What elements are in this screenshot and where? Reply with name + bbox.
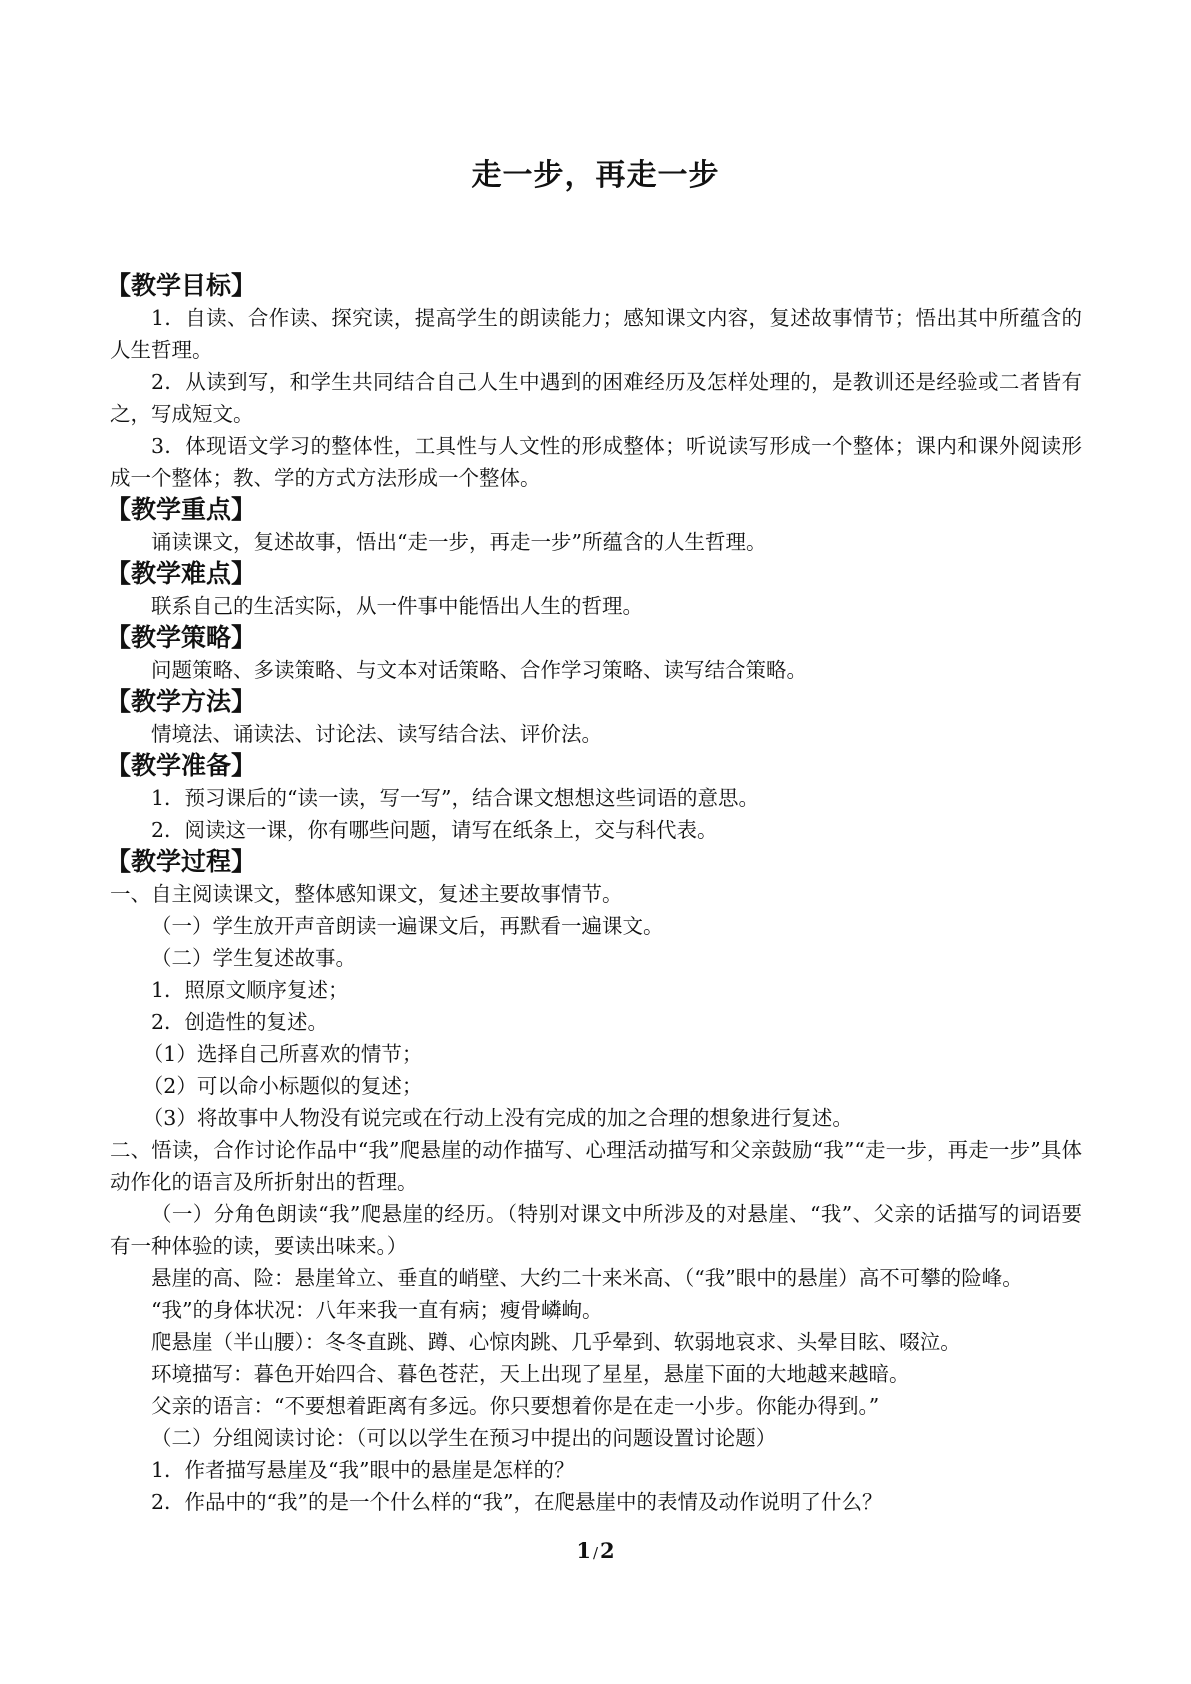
method-text: 情境法、诵读法、讨论法、读写结合法、评价法。 xyxy=(151,722,602,746)
preparation-item-1: 1．预习课后的“读一读，写一写”，结合课文想想这些词语的意思。 xyxy=(151,786,760,810)
process-part2-line: 环境描写：暮色开始四合、暮色苍茫，天上出现了星星，悬崖下面的大地越来越暗。 xyxy=(151,1362,910,1386)
section-heading-focus: 【教学重点】 xyxy=(106,495,257,524)
process-part1-title: 一、自主阅读课文，整体感知课文，复述主要故事情节。 xyxy=(110,882,623,906)
page-number xyxy=(0,1538,1191,1563)
process-part1-line: （2）可以命小标题似的复述； xyxy=(142,1074,423,1098)
strategy-text: 问题策略、多读策略、与文本对话策略、合作学习策略、读写结合策略。 xyxy=(151,658,807,682)
process-part2-line: 1．作者描写悬崖及“我”眼中的悬崖是怎样的？ xyxy=(151,1458,575,1482)
process-part2-line: （二）分组阅读讨论：（可以以学生在预习中提出的问题设置讨论题） xyxy=(151,1426,777,1450)
process-part1-line: 2．创造性的复述。 xyxy=(151,1010,329,1034)
process-part2-line: 爬悬崖（半山腰）：冬冬直跳、蹲、心惊肉跳、几乎晕到、软弱地哀求、头晕目眩、啜泣。 xyxy=(151,1330,961,1354)
goal-item-1: 1．自读、合作读、探究读，提高学生的朗读能力；感知课文内容，复述故事情节；悟出其中所蕴含的人生哲理。 xyxy=(110,306,1082,362)
section-heading-process: 【教学过程】 xyxy=(106,847,257,876)
process-part2-title: 二、悟读，合作讨论作品中“我”爬悬崖的动作描写、心理活动描写和父亲鼓励“我”“走一步，再走一步”具体动作化的语言及所折射出的哲理。 xyxy=(110,1138,1082,1194)
process-part2-line: 悬崖的高、险：悬崖耸立、垂直的峭壁、大约二十来米高、（“我”眼中的悬崖）高不可攀的险峰。 xyxy=(151,1266,1023,1290)
page-current: 1 xyxy=(576,1538,591,1563)
process-part1-line: （二）学生复述故事。 xyxy=(151,946,356,970)
page-separator: / xyxy=(592,1544,599,1562)
document-body xyxy=(106,270,1082,1518)
section-heading-strategy: 【教学策略】 xyxy=(106,623,257,652)
goal-item-2: 2．从读到写，和学生共同结合自己人生中遇到的困难经历及怎样处理的，是教训还是经验或二者皆有之，写成短文。 xyxy=(110,370,1082,426)
section-heading-method: 【教学方法】 xyxy=(106,687,257,716)
page-total: 2 xyxy=(600,1538,615,1563)
section-heading-preparation: 【教学准备】 xyxy=(106,751,257,780)
process-part1-line: 1．照原文顺序复述； xyxy=(151,978,349,1002)
document-title: 走一步，再走一步 xyxy=(471,158,720,193)
process-part1-line: （3）将故事中人物没有说完或在行动上没有完成的加之合理的想象进行复述。 xyxy=(142,1106,853,1130)
process-part2-line: 2．作品中的“我”的是一个什么样的“我”，在爬悬崖中的表情及动作说明了什么？ xyxy=(151,1490,883,1514)
difficulty-text: 联系自己的生活实际，从一件事中能悟出人生的哲理。 xyxy=(151,594,643,618)
focus-text: 诵读课文，复述故事，悟出“走一步，再走一步”所蕴含的人生哲理。 xyxy=(151,530,767,554)
process-part1-line: （一）学生放开声音朗读一遍课文后，再默看一遍课文。 xyxy=(151,914,664,938)
preparation-item-2: 2．阅读这一课，你有哪些问题，请写在纸条上，交与科代表。 xyxy=(151,818,718,842)
process-part2-line: 父亲的语言：“不要想着距离有多远。你只要想着你是在走一小步。你能办得到。” xyxy=(151,1394,880,1418)
section-heading-goals: 【教学目标】 xyxy=(106,271,257,300)
goal-item-3: 3．体现语文学习的整体性，工具性与人文性的形成整体；听说读写形成一个整体；课内和课外阅读形成一个整体；教、学的方式方法形成一个整体。 xyxy=(110,434,1082,490)
process-part1-line: （1）选择自己所喜欢的情节； xyxy=(142,1042,423,1066)
section-heading-difficulty: 【教学难点】 xyxy=(106,559,257,588)
process-part2-line: “我”的身体状况：八年来我一直有病；瘦骨嶙峋。 xyxy=(151,1298,603,1322)
process-part2-line: （一）分角色朗读“我”爬悬崖的经历。（特别对课文中所涉及的对悬崖、“我”、父亲的话描写的词语要有一种体验的读，要读出味来。） xyxy=(110,1202,1082,1258)
